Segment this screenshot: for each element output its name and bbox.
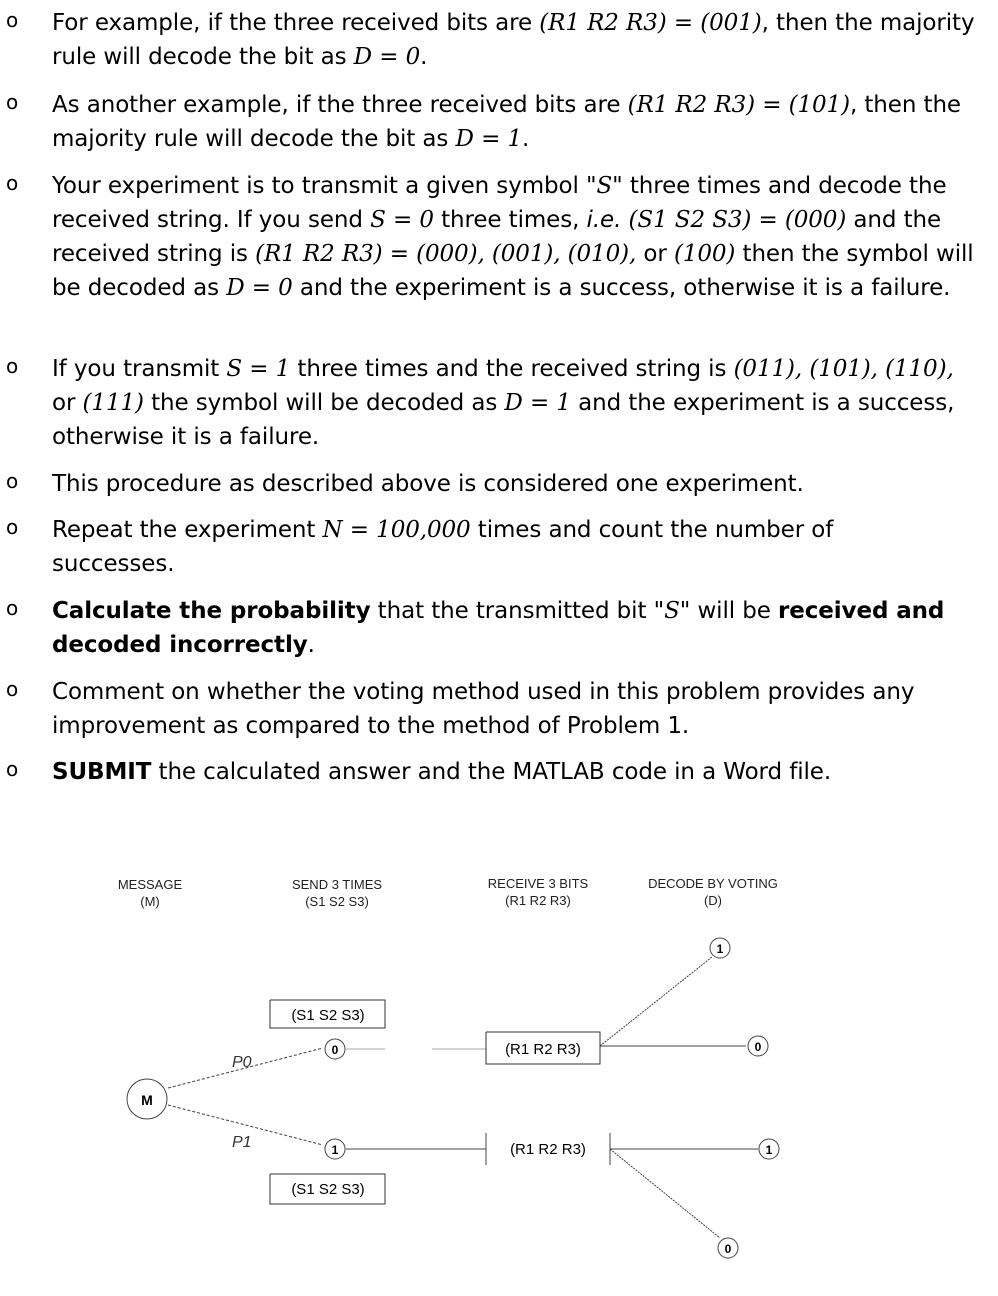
header-receive: RECEIVE 3 BITS: [487, 876, 589, 891]
node-send-0: [325, 1039, 345, 1059]
node-send-1: [325, 1139, 345, 1159]
header-decode: DECODE BY VOTING: [648, 876, 778, 891]
recv-box-top: [486, 1032, 600, 1064]
bullet-text: If you transmit S = 1 three times and the received string is (011), (101), (110), or (111) the symbol will be decoded as D = 1 and the experiment is a success, otherwise it is a failure.: [52, 356, 955, 450]
label-p0: P0: [232, 1054, 252, 1071]
bullet-text: As another example, if the three received bits are (R1 R2 R3) = (101), then the majority rule will decode the bit as D = 1.: [52, 92, 961, 152]
send-box-bottom: [270, 1174, 385, 1204]
bullet-marker: o: [6, 515, 19, 539]
node-message-m: [127, 1079, 167, 1119]
node-decode-top-0: [748, 1036, 768, 1056]
label-p1: P1: [232, 1134, 252, 1151]
bullet-marker: o: [6, 757, 19, 781]
header-receive-sub: (R1 R2 R3): [505, 893, 571, 908]
bullet-marker: o: [6, 469, 19, 493]
svg-text:M: M: [141, 1092, 153, 1108]
send-box-top: [270, 1000, 385, 1028]
header-decode-sub: (D): [703, 893, 723, 908]
recv-top-to-1: [600, 957, 712, 1046]
recv-bot-to-0: [610, 1149, 720, 1238]
bullet-text: Repeat the experiment N = 100,000 times and count the number of successes.: [52, 517, 834, 577]
header-message: MESSAGE: [117, 877, 183, 892]
header-send: SEND 3 TIMES: [291, 877, 383, 892]
header-send-sub: (S1 S2 S3): [305, 894, 369, 909]
column-headers: [118, 876, 778, 909]
svg-text:(R1 R2 R3): (R1 R2 R3): [505, 1041, 581, 1058]
svg-text:0: 0: [331, 1043, 339, 1057]
bullet-marker: o: [6, 171, 19, 195]
svg-text:1: 1: [331, 1143, 339, 1157]
svg-text:0: 0: [754, 1040, 762, 1054]
bullet-text: Your experiment is to transmit a given symbol "S" three times and decode the received string. If you send S = 0 three times, i.e. (S1 S2 S3) = (000) and the received string is (R1 R2 R3) = (000), (001), (010), or (100) then the symbol will be decoded as D = 0 and the experiment is a success, otherwise it is a failure.: [52, 173, 974, 301]
node-decode-top-1: [710, 938, 730, 958]
bullet-marker: o: [6, 677, 19, 701]
bullet-text: Calculate the probability that the transmitted bit "S" will be received and decoded incorrectly.: [52, 598, 945, 658]
voting-diagram: [0, 860, 998, 1296]
bullet-marker: o: [6, 596, 19, 620]
svg-text:1: 1: [716, 942, 724, 956]
node-decode-bottom-0: [718, 1238, 738, 1258]
node-decode-bottom-1: [759, 1139, 779, 1159]
svg-text:0: 0: [724, 1242, 732, 1256]
header-message-sub: (M): [140, 894, 160, 909]
bullet-marker: o: [6, 354, 19, 378]
bullet-text: SUBMIT the calculated answer and the MATLAB code in a Word file.: [52, 759, 832, 785]
connector-lines: [168, 957, 758, 1238]
svg-text:1: 1: [765, 1143, 773, 1157]
bullet-text: This procedure as described above is considered one experiment.: [52, 471, 804, 497]
bullet-marker: o: [6, 8, 19, 32]
svg-text:(S1 S2 S3): (S1 S2 S3): [291, 1181, 365, 1198]
bullet-text: Comment on whether the voting method used in this problem provides any improvement as compared to the method of Problem 1.: [52, 679, 915, 739]
bullet-marker: o: [6, 90, 19, 114]
recv-box-bottom: (R1 R2 R3): [510, 1141, 586, 1158]
bullet-text: For example, if the three received bits are (R1 R2 R3) = (001), then the majority rule will decode the bit as D = 0.: [52, 10, 975, 70]
svg-text:(S1 S2 S3): (S1 S2 S3): [291, 1007, 365, 1024]
